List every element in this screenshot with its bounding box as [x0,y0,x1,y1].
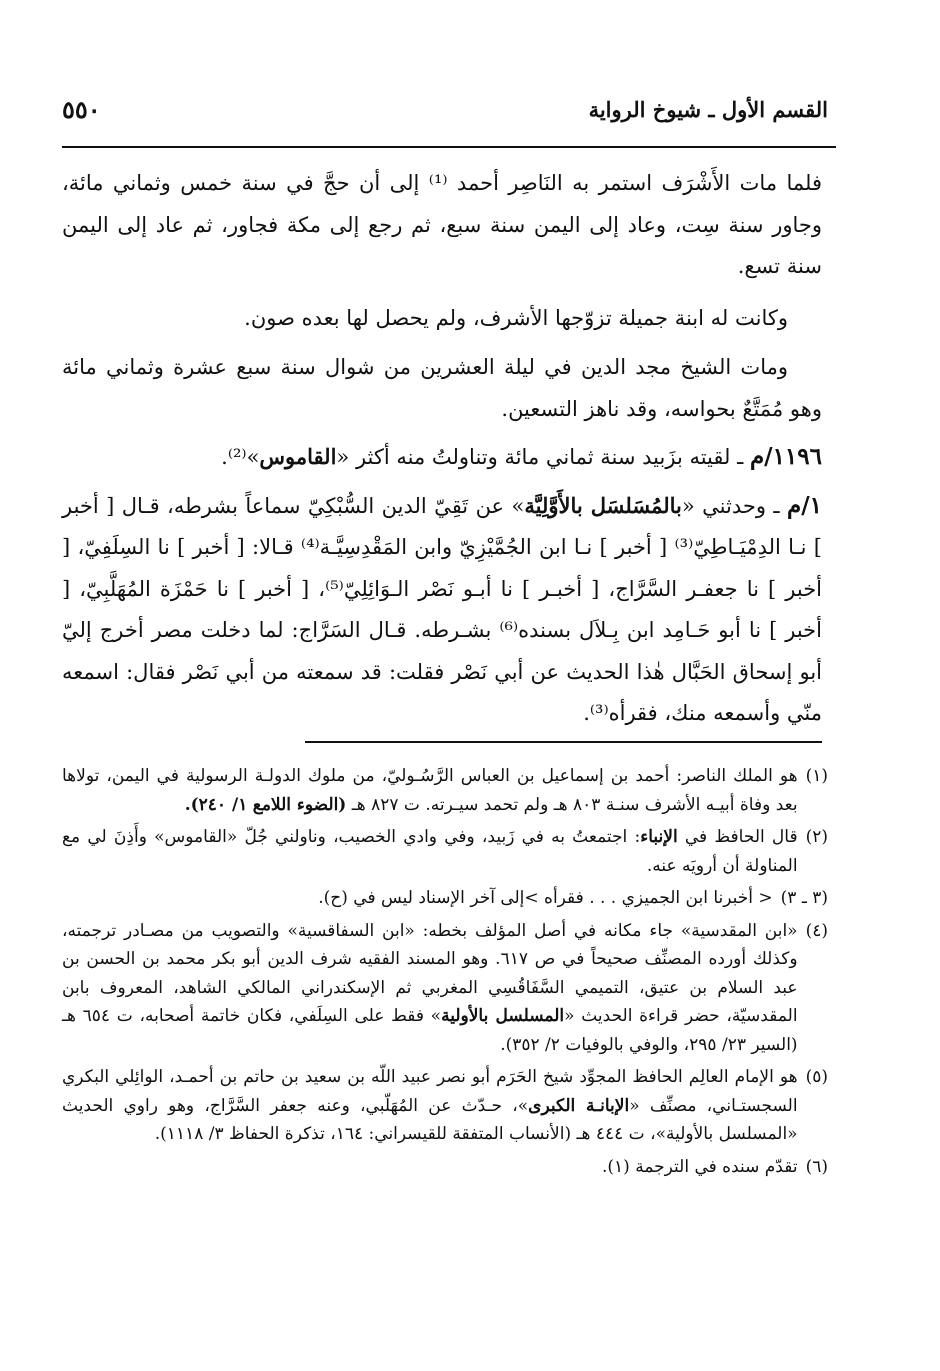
footnote-body [62,917,798,1060]
footnote-marker: (٣ ـ ٣) [780,888,828,908]
footnote-5 [62,1063,828,1149]
running-title: القسم الأول ـ شيوخ الرواية [588,96,828,122]
footnote-rule [305,741,822,743]
paragraph-2: وكانت له ابنة جميلة تزوّجها الأشرف، ولم يحصل لها بعده صون. [244,305,788,330]
paragraph-3: ومات الشيخ مجد الدين في ليلة العشرين من شوال سنة سبع عشرة وثماني مائة وهو مُمَتَّعٌ بحواسه، وقد ناهز التسعين. [62,355,822,421]
footnote-bold: المسلسل بالأولية [441,1006,565,1026]
entry-intro: ـ وحدثني « [681,493,780,518]
entry-number: ١/م [786,491,822,519]
page-number: ٥٥٠ [62,94,101,124]
footnote-6 [62,1153,828,1182]
footnote-3 [62,884,828,913]
footnote-body: تقدّم سنده في الترجمة (١). [601,1156,798,1177]
entry-1m [62,485,822,735]
footnote-text-after: » فقط على السِلَفي، فكان خاتمة أصحابه، ت ٦٥٤ هـ (السير ٢٣/ ٢٩٥، والوفي بالوفيات ٢/ ٣٥٢). [62,1006,798,1055]
entry-1196 [62,436,822,479]
main-text [62,163,822,735]
footnote-bold: الإبانـة الكبرى [528,1095,630,1116]
footnote-1 [62,762,828,819]
footnote-body: < أخبرنا ابن الجميزي . . . فقرأه >إلى آخر الإسناد ليس في (ح). [318,888,773,908]
entry-number: ١١٩٦/م [749,443,822,470]
footnote-text-after: : اجتمعتُ به في زَبيد، وفي وادي الخصيب، وناولني جُلّ «القاموس» وأَذِنَ لي مع المناولة أن أرويَه عنه. [62,827,798,876]
footnote-marker: (٢) [805,827,828,847]
footnote-2 [62,823,828,880]
footnote-text: هو الإمام العالِم الحافظ المجوِّد شيخ الحَرَم أبو نصر عبيد اللّه بن سعيد بن حاتم بن أحمـد، الوائِلي البكري السجستـاني، مصنِّف « [62,1067,798,1116]
footnotes [62,762,828,1185]
entry-text: » عن تَقِيّ الدين السُّبْكِيّ سماعاً بشرطه، قـال [ أخبر ] نـا الدِمْيَـاطِيّ⁽³⁾ [ أخبر ] نـا ابن الجُمَّيْزِيّ وابن المَقْدِسِيَّـة⁽⁴⁾ قـالا: [ أخبر ] نا السِلَفِيّ، [ أخبر ] نا جعفـر السَّرَّاج، [ أخبـر ] نا أبـو نَصْر الـوَائِلِيّ⁽⁵⁾، [ أخبر ] نا حَمْزَة المُهَلَّبِيّ، [ أخبر ] نا أبو حَـامِد ابن بِـلاَل بسنده⁽⁶⁾ بشـرطه. قـال السَرَّاج: لما دخلت مصر أخرج إليّ أبو إسحاق الحَبَّال هٰذا الحديث عن أبي نَصْر فقلت: قد سمعته من أبي نَصْر فقال: اسمعه منّي وأسمعه منك، فقرأه⁽³⁾. [62,493,823,725]
footnote-marker: (١) [805,766,828,786]
footnote-marker: (٤) [805,920,828,941]
footnote-body [62,823,798,880]
entry-text: ـ لقيته بزَبيد سنة ثماني مائة وتناولتُ منه أكثر « [336,445,744,469]
footnote-marker: (٦) [805,1156,828,1177]
footnote-text: قال الحافظ في [684,827,798,847]
footnote-text-after: ١/ ٢٤٠). [184,794,248,815]
footnote-body [62,1063,798,1149]
footnote-body [62,762,798,819]
paragraph-1: فلما مات الأَشْرَف استمر به النَاصِر أحمد ⁽¹⁾ إلى أن حجَّ في سنة خمس وثماني مائة، وجاور سنة سِت، وعاد إلى اليمن سنة سبع، ثم رجع إلى مكة فجاور، ثم عاد إلى اليمن سنة تسع. [62,171,822,278]
footnote-4 [62,917,828,1060]
footnote-bold: الإنباء [640,827,678,847]
entry-bold-title: بالمُسَلسَل بالأَوَّلِيَّة [524,492,682,518]
header-rule [62,146,836,148]
entry-bold-word: القاموس [259,444,337,469]
footnote-text-after: »، حـدّث عن المُهَلّبي، وعنه جعفر السَّرَّاج، وهو راوي الحديث «المسلسل بالأولية»، ت ٤٤٤ هـ (الأنساب المتفقة للقيسراني: ١٦٤، تذكرة الحفاظ ٣/ ١١١٨). [62,1095,798,1144]
entry-text-after: »⁽²⁾. [221,445,260,469]
footnote-text: هو الملك الناصر: أحمد بن إسماعيل بن العباس الرَّسُـوليّ، من ملوك الدولـة الرسولية في اليمن، تولاها بعد وفاة أبيـه الأشرف سنـة ٨٠٣ هـ ولم تحمد سيـرته. ت ٨٢٧ هـ [62,766,798,815]
footnote-marker: (٥) [805,1067,828,1087]
footnote-text: «ابن المقدسية» جاء مكانه في أصل المؤلف بخطه: «ابن السفاقسية» والتصويب من مصـادر ترجمته، وكذلك أورده المصنِّف صحيحاً في ص ٦١٧. وهو المسند الفقيه شرف الدين أبو بكر محمد بن الحسن بن عبد السلام بن عتيق، التميمي السَّفَاقُسِي المغربي ثم الإسكندراني المالكي الشاهد، المعروف بابن المقدسيّة، حضر قراءة الحديث « [62,920,798,1026]
footnote-bold: (الضوء اللامع [252,794,347,815]
page-header [62,88,828,130]
